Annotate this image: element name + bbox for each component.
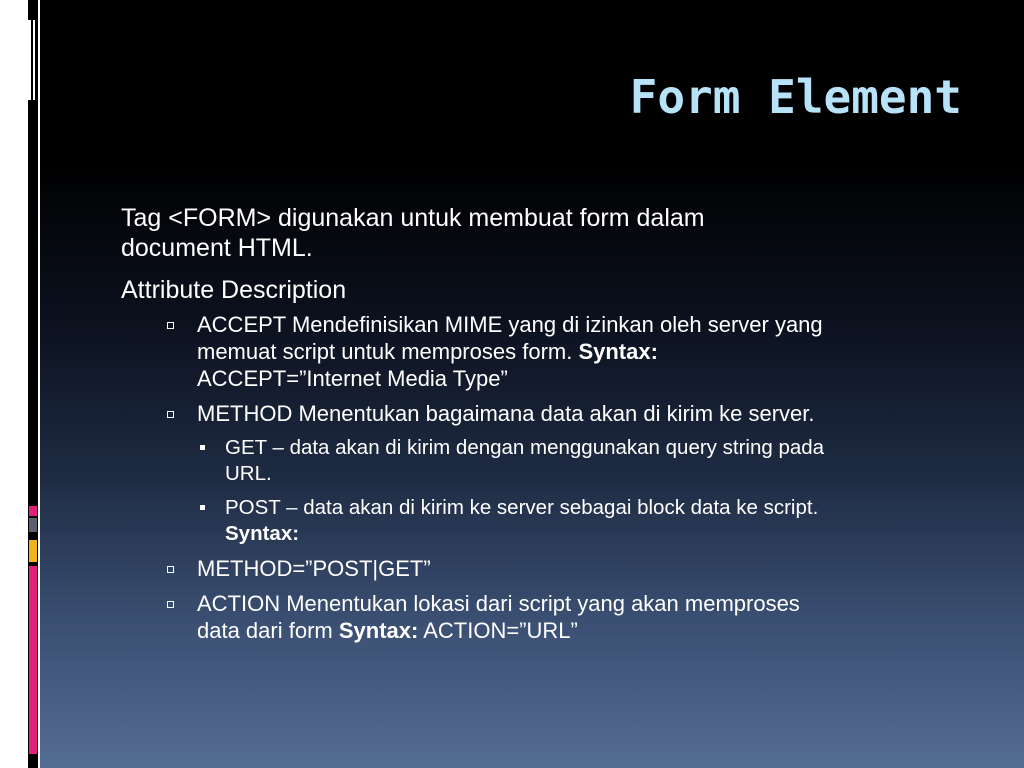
list-item-method (121, 400, 961, 427)
accept-line-2: memuat script untuk memproses form. (197, 339, 579, 364)
strip-yellow-marker (29, 540, 37, 562)
action-line-1: ACTION Menentukan lokasi dari script yang akan memproses (197, 591, 800, 616)
sub-item-post (121, 495, 961, 547)
get-line-2: URL. (225, 462, 272, 485)
method-values-text: METHOD=”POST|GET” (197, 556, 431, 581)
strip-notch (33, 20, 35, 100)
strip-pink-marker (29, 506, 37, 516)
method-text: METHOD Menentukan bagaimana data akan di kirim ke server. (197, 401, 815, 426)
slide-title: Form Element (629, 70, 962, 124)
attribute-heading: Attribute Description (121, 276, 347, 304)
square-bullet-icon (167, 322, 174, 329)
action-line-2: data dari form (197, 618, 339, 643)
square-bullet-icon (167, 411, 174, 418)
decorative-side-strip (0, 0, 40, 768)
strip-gray-marker (29, 518, 37, 532)
post-line-1: POST – data akan di kirim ke server sebagai block data ke script. (225, 496, 819, 519)
strip-pink-bar (29, 566, 37, 754)
strip-notch (28, 20, 31, 100)
accept-line-3: ACCEPT=”Internet Media Type” (197, 366, 508, 391)
list-item-action (121, 590, 961, 644)
square-bullet-icon (167, 566, 174, 573)
syntax-label: Syntax: (578, 339, 658, 364)
sub-item-get (121, 435, 961, 487)
get-line-1: GET – data akan di kirim dengan menggunakan query string pada (225, 436, 825, 459)
filled-square-bullet-icon (200, 505, 205, 510)
slide-content (121, 203, 961, 652)
square-bullet-icon (167, 601, 174, 608)
intro-line-1: Tag <FORM> digunakan untuk membuat form dalam (121, 204, 705, 232)
accept-line-1: ACCEPT Mendefinisikan MIME yang di izinkan oleh server yang (197, 312, 823, 337)
intro-line-2: document HTML. (121, 234, 313, 262)
action-syntax-value: ACTION=”URL” (418, 618, 578, 643)
intro-paragraph (121, 203, 961, 263)
syntax-label: Syntax: (225, 522, 300, 545)
syntax-label: Syntax: (338, 618, 419, 643)
filled-square-bullet-icon (200, 445, 205, 450)
list-item-accept (121, 311, 961, 392)
list-item-method-values (121, 555, 961, 582)
